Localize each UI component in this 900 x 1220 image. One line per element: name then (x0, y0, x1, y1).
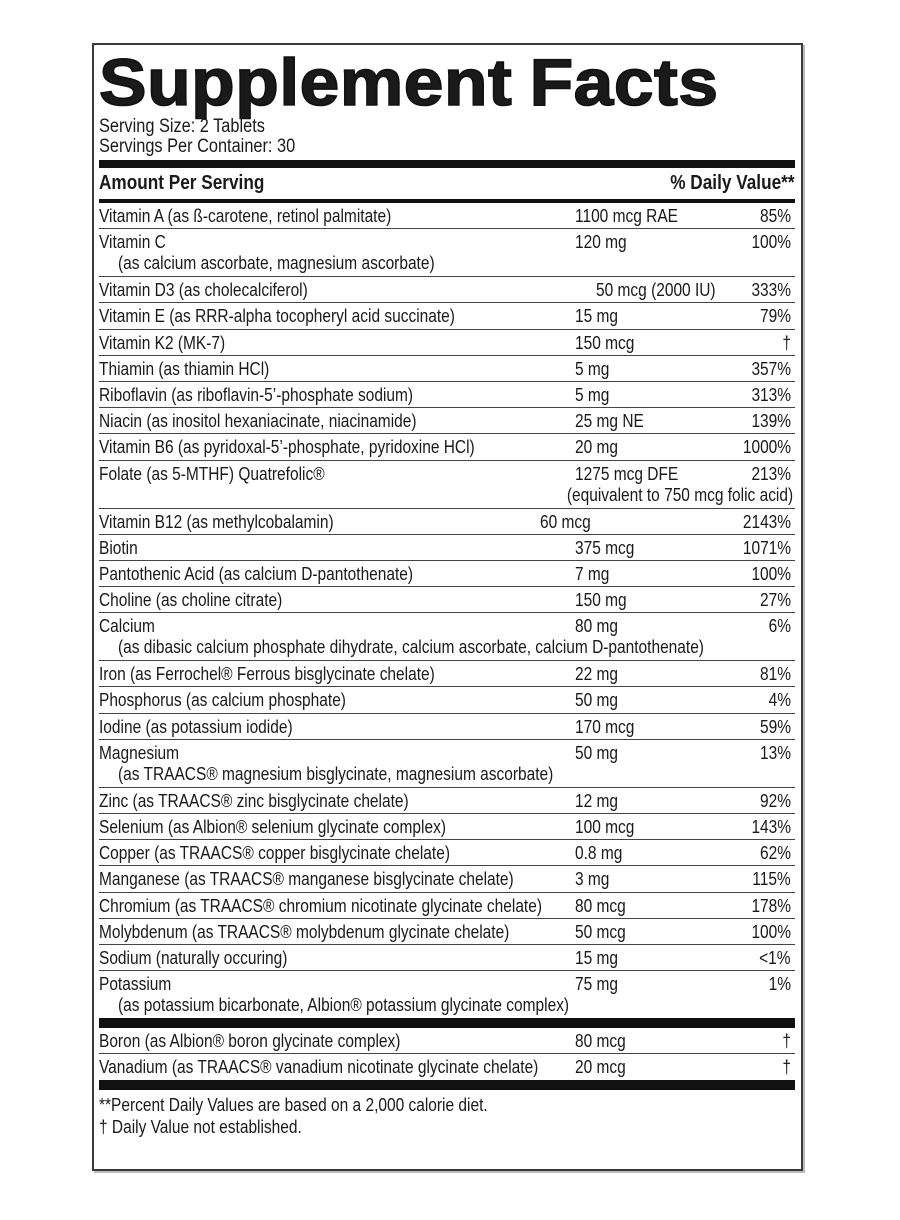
panel-title (99, 45, 851, 119)
nutrient-amount: 7 mg (575, 563, 610, 584)
nutrient-name: Iron (as Ferrochel® Ferrous bisglycinate chelate) (99, 664, 435, 685)
nutrient-daily-value: † (782, 1057, 791, 1078)
nutrient-amount: 100 mcg (575, 817, 635, 837)
nutrient-name: Vitamin A (as ß-carotene, retinol palmitate) (99, 206, 392, 226)
nutrient-source: (as calcium ascorbate, magnesium ascorbate) (118, 253, 435, 274)
nutrient-daily-value: 85% (760, 206, 791, 226)
nutrient-name: Choline (as choline citrate) (99, 590, 283, 611)
nutrient-daily-value: 115% (752, 869, 791, 890)
nutrient-name: Chromium (as TRAACS® chromium nicotinate glycinate chelate) (99, 895, 543, 916)
nutrient-daily-value: 6% (768, 616, 791, 637)
nutrient-daily-value: 178% (751, 895, 791, 916)
nutrient-name: Copper (as TRAACS® copper bisglycinate chelate) (99, 843, 450, 864)
nutrient-row (99, 303, 795, 329)
nutrient-row (99, 229, 795, 277)
nutrient-source: (as dibasic calcium phosphate dihydrate, calcium ascorbate, calcium D-pantothenate) (118, 637, 704, 658)
nutrient-row (99, 919, 795, 945)
nutrient-name: Vitamin K2 (MK-7) (99, 332, 226, 353)
nutrient-daily-value: 100% (751, 921, 791, 942)
nutrient-name: Niacin (as inositol hexaniacinate, niacinamide) (99, 411, 417, 432)
nutrient-row (99, 1054, 795, 1079)
nutrient-row (99, 408, 795, 434)
nutrient-daily-value: † (782, 332, 791, 353)
nutrient-amount: 170 mcg (575, 716, 635, 737)
nutrient-amount: 22 mg (575, 664, 619, 685)
nutrient-daily-value: 100% (751, 563, 791, 584)
nutrient-daily-value: 4% (768, 690, 791, 711)
nutrient-daily-value: 333% (751, 280, 791, 301)
nutrient-amount: 12 mg (575, 790, 619, 811)
nutrient-amount: 0.8 mg (575, 843, 623, 864)
nutrient-daily-value: 213% (751, 463, 791, 484)
nutrient-name: Iodine (as potassium iodide) (99, 716, 293, 737)
nutrient-daily-value: 1% (768, 974, 791, 995)
nutrient-name: Sodium (naturally occuring) (99, 947, 288, 968)
heavy-divider (99, 1080, 795, 1090)
nutrient-name: Pantothenic Acid (as calcium D-pantothenate) (99, 563, 414, 584)
nutrient-name: Calcium (99, 616, 155, 637)
nutrient-name: Vitamin B6 (as pyridoxal-5’-phosphate, pyridoxine HCl) (99, 437, 475, 458)
nutrient-daily-value: † (782, 1031, 791, 1052)
nutrient-row (99, 356, 795, 382)
nutrient-amount: 50 mcg (575, 921, 626, 942)
supplement-facts-panel (92, 43, 803, 1171)
nutrient-row (99, 277, 795, 303)
nutrient-name: Biotin (99, 537, 138, 558)
nutrient-amount: 80 mg (575, 616, 619, 637)
nutrient-source: (as potassium bicarbonate, Albion® potassium glycinate complex) (118, 995, 570, 1016)
nutrient-name: Vanadium (as TRAACS® vanadium nicotinate glycinate chelate) (99, 1057, 539, 1078)
table-header (99, 168, 795, 199)
nutrient-amount: 80 mcg (575, 895, 626, 916)
nutrient-row (99, 1028, 795, 1054)
nutrient-amount: 375 mcg (575, 537, 635, 558)
nutrient-amount: 60 mcg (540, 511, 591, 532)
nutrient-row (99, 866, 795, 892)
nutrient-name: Riboflavin (as riboflavin-5’-phosphate sodium) (99, 384, 414, 405)
heavy-divider (99, 160, 795, 168)
nutrient-table (99, 203, 795, 1018)
nutrient-daily-value: 1000% (742, 437, 791, 458)
nutrient-daily-value: 100% (751, 232, 791, 253)
nutrient-amount: 120 mg (575, 232, 627, 253)
nutrient-name: Selenium (as Albion® selenium glycinate complex) (99, 817, 446, 837)
nutrient-amount: 5 mg (575, 358, 610, 379)
nutrient-amount: 1100 mcg RAE (575, 206, 678, 226)
nutrient-name: Molybdenum (as TRAACS® molybdenum glycinate chelate) (99, 921, 510, 942)
title-word-facts: Facts (529, 45, 719, 119)
nutrient-row (99, 535, 795, 561)
nutrient-amount: 150 mcg (575, 332, 635, 353)
nutrient-row (99, 945, 795, 971)
title-word-supplement: Supplement (99, 45, 513, 119)
nutrient-amount: 50 mg (575, 690, 619, 711)
nutrient-note: (equivalent to 750 mcg folic acid) (566, 484, 793, 505)
nutrient-daily-value: 139% (751, 411, 791, 432)
nutrient-row (99, 561, 795, 587)
nutrient-daily-value: <1% (759, 947, 791, 968)
nutrient-daily-value: 13% (760, 742, 791, 763)
nutrient-row (99, 814, 795, 840)
nutrient-row (99, 382, 795, 408)
nutrient-amount: 5 mg (575, 384, 610, 405)
nutrient-daily-value: 59% (760, 716, 791, 737)
nutrient-amount: 75 mg (575, 974, 619, 995)
nutrient-daily-value: 92% (760, 790, 791, 811)
serving-size: Serving Size: 2 Tablets (99, 116, 265, 137)
nutrient-row (99, 740, 795, 788)
nutrient-name: Folate (as 5-MTHF) Quatrefolic® (99, 463, 325, 484)
nutrient-row (99, 330, 795, 356)
other-ingredients-table (99, 1028, 795, 1079)
nutrient-name: Magnesium (99, 742, 180, 763)
nutrient-row (99, 788, 795, 814)
nutrient-daily-value: 81% (760, 664, 791, 685)
nutrient-name: Vitamin C (99, 232, 166, 253)
nutrient-daily-value: 79% (760, 306, 791, 327)
nutrient-daily-value: 357% (751, 358, 791, 379)
heavy-divider (99, 1018, 795, 1028)
amount-per-serving-heading: Amount Per Serving (99, 172, 265, 194)
nutrient-row (99, 203, 795, 229)
nutrient-row (99, 971, 795, 1018)
nutrient-amount: 80 mcg (575, 1031, 626, 1052)
nutrient-row (99, 893, 795, 919)
nutrient-daily-value: 27% (760, 590, 791, 611)
nutrient-name: Vitamin E (as RRR-alpha tocopheryl acid succinate) (99, 306, 455, 327)
nutrient-row (99, 434, 795, 460)
nutrient-row (99, 840, 795, 866)
nutrient-name: Manganese (as TRAACS® manganese bisglycinate chelate) (99, 869, 514, 890)
nutrient-name: Boron (as Albion® boron glycinate complex) (99, 1031, 401, 1052)
nutrient-name: Thiamin (as thiamin HCl) (99, 358, 270, 379)
nutrient-row (99, 687, 795, 713)
nutrient-row (99, 613, 795, 661)
nutrient-amount: 3 mg (575, 869, 610, 890)
nutrient-amount: 150 mg (575, 590, 627, 611)
nutrient-daily-value: 313% (751, 384, 791, 405)
nutrient-row (99, 661, 795, 687)
footnotes (99, 1090, 795, 1138)
daily-value-heading: % Daily Value** (670, 172, 795, 194)
nutrient-name: Phosphorus (as calcium phosphate) (99, 690, 346, 711)
nutrient-daily-value: 143% (751, 817, 791, 837)
footnote-dagger: † Daily Value not established. (99, 1116, 302, 1137)
nutrient-name: Vitamin B12 (as methylcobalamin) (99, 511, 334, 532)
nutrient-amount: 1275 mcg DFE (575, 463, 679, 484)
nutrient-row (99, 461, 795, 509)
nutrient-daily-value: 2143% (742, 511, 791, 532)
nutrient-row (99, 714, 795, 740)
servings-per-container: Servings Per Container: 30 (99, 136, 296, 157)
nutrient-amount: 20 mg (575, 437, 619, 458)
nutrient-row (99, 509, 795, 535)
nutrient-amount: 15 mg (575, 947, 619, 968)
nutrient-amount: 50 mg (575, 742, 619, 763)
nutrient-row (99, 587, 795, 613)
nutrient-amount: 20 mcg (575, 1057, 626, 1078)
nutrient-daily-value: 62% (760, 843, 791, 864)
nutrient-amount: 50 mcg (2000 IU) (596, 280, 716, 301)
nutrient-name: Vitamin D3 (as cholecalciferol) (99, 280, 308, 301)
nutrient-daily-value: 1071% (742, 537, 791, 558)
nutrient-amount: 15 mg (575, 306, 619, 327)
nutrient-amount: 25 mg NE (575, 411, 644, 432)
nutrient-name: Zinc (as TRAACS® zinc bisglycinate chelate) (99, 790, 409, 811)
footnote-dv-basis: **Percent Daily Values are based on a 2,000 calorie diet. (99, 1094, 488, 1115)
nutrient-name: Potassium (99, 974, 172, 995)
nutrient-source: (as TRAACS® magnesium bisglycinate, magnesium ascorbate) (118, 763, 554, 784)
